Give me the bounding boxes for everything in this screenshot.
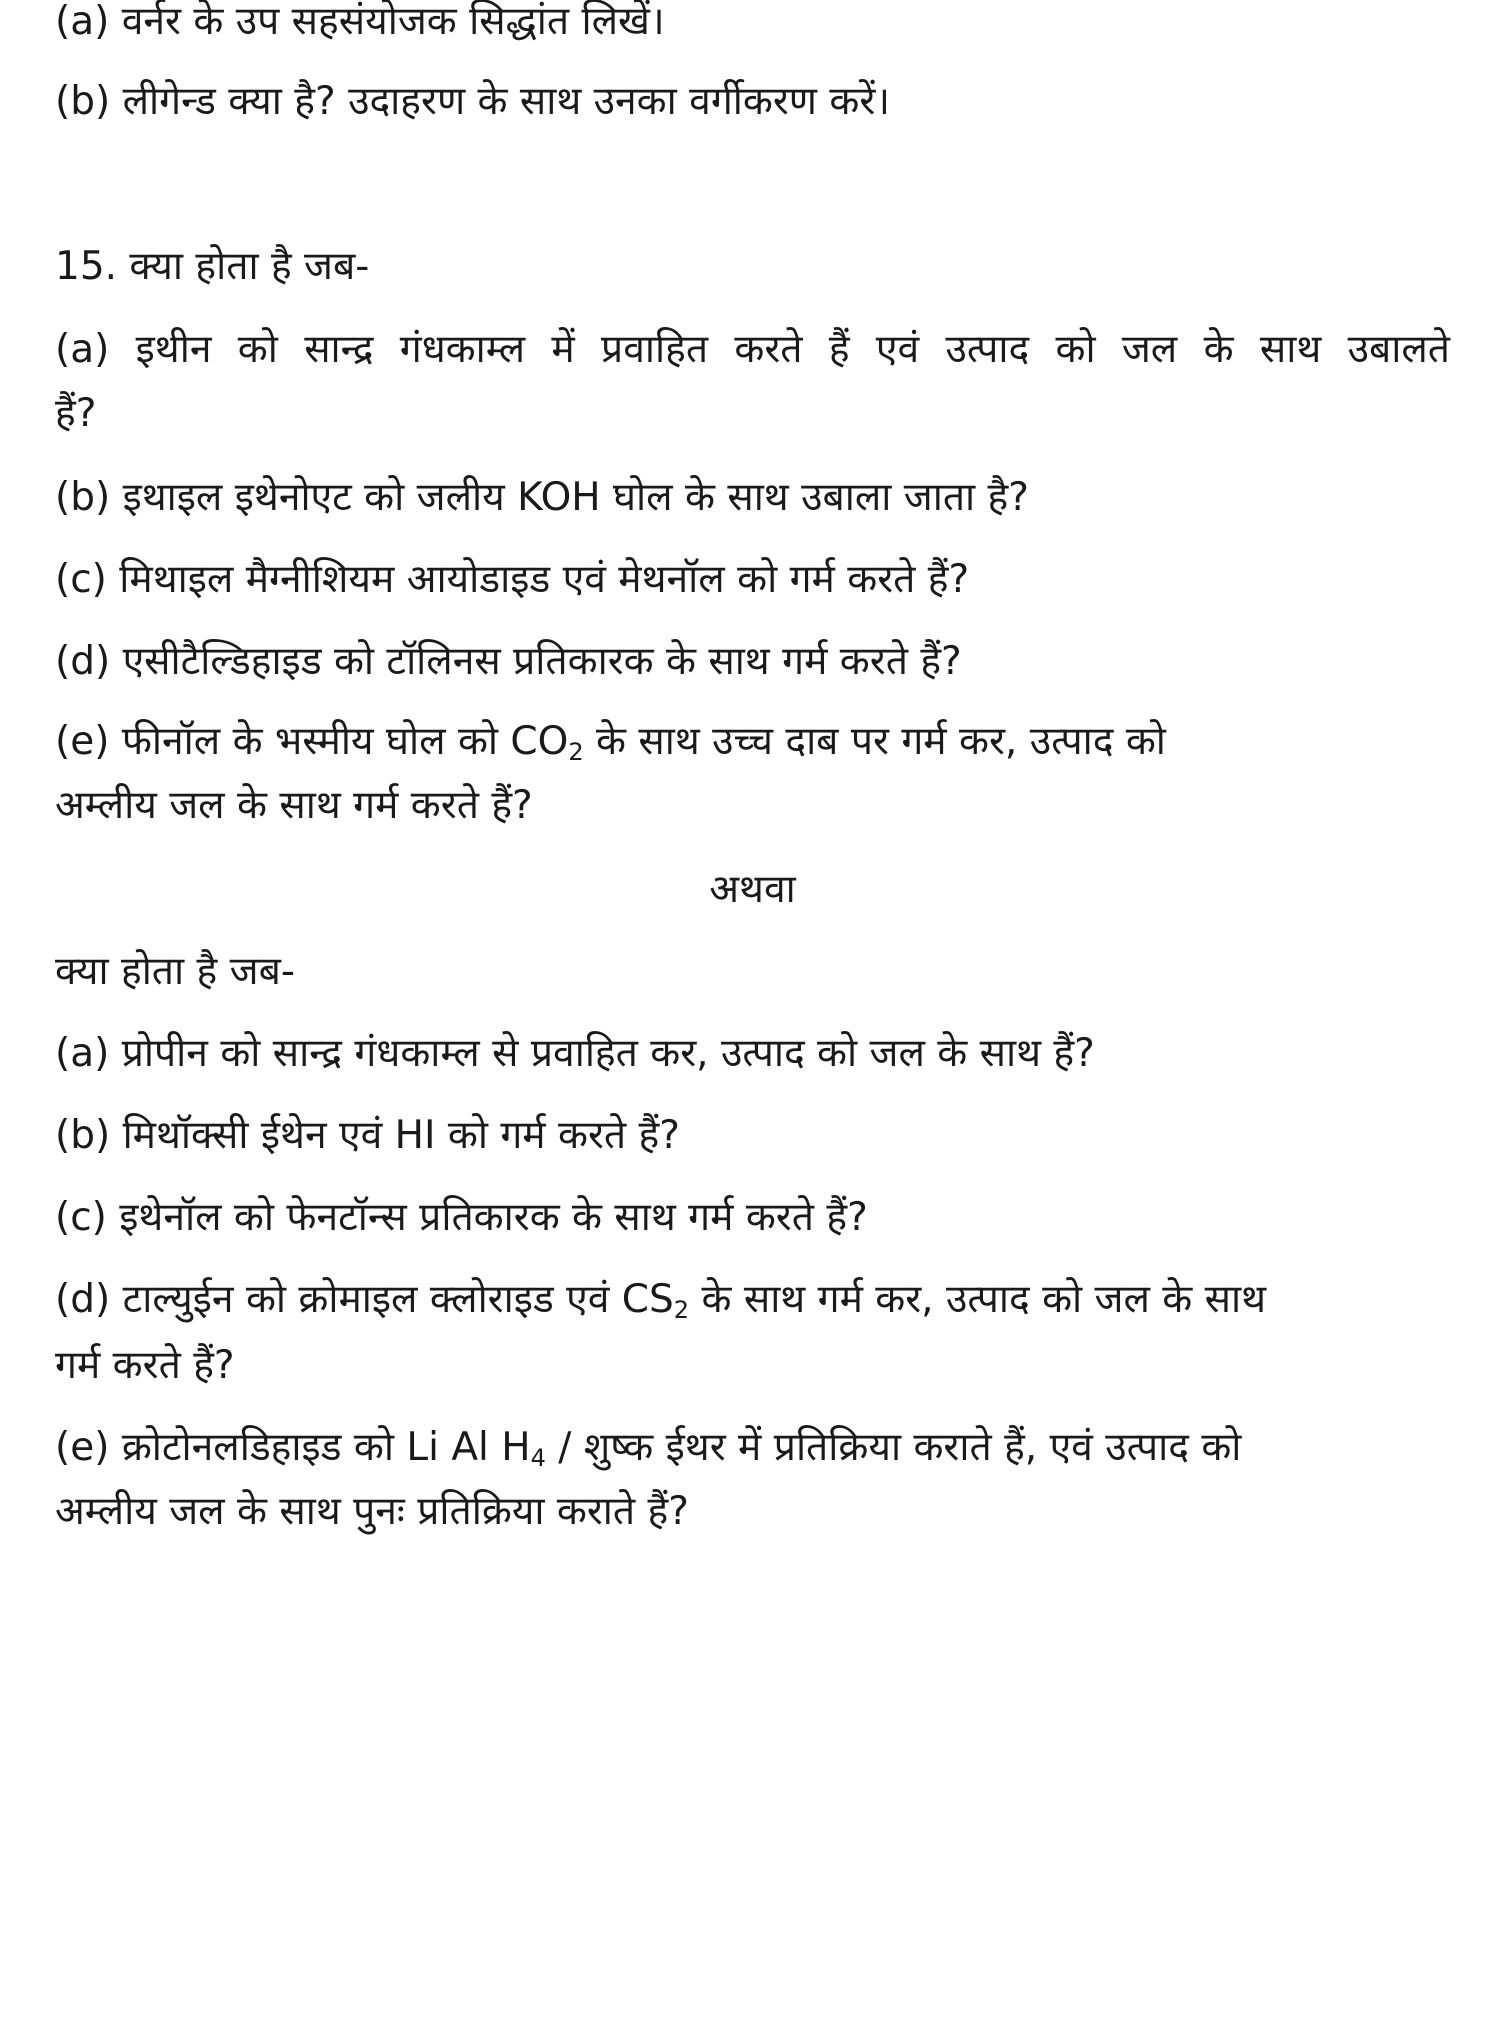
alt-part-d-subscript: 2 [673,1296,690,1324]
alt-part-e-text-pre: (e) क्रोटोनलडिहाइड को Li Al H [55,1425,531,1470]
q15-part-e-text-pre: (e) फीनॉल के भस्मीय घोल को CO [55,719,569,764]
alt-part-e-line2: अम्लीय जल के साथ पुनः प्रतिक्रिया कराते हैं? [55,1489,689,1534]
alt-part-e-subscript: 4 [530,1444,546,1472]
alt-part-d-text-pre: (d) टाल्युईन को क्रोमाइल क्लोराइड एवं CS [55,1277,674,1322]
q15-part-e-subscript: 2 [568,738,584,766]
alt-part-e-line1 [55,1416,1450,1480]
q15-part-d: (d) एसीटैल्डिहाइड को टॉलिनस प्रतिकारक के साथ गर्म करते हैं? [55,639,962,684]
q15-part-e-line1 [55,710,1450,774]
alt-part-e-text-post: / शुष्क ईथर में प्रतिक्रिया कराते हैं, एवं उत्पाद को [545,1425,1242,1470]
alt-part-a: (a) प्रोपीन को सान्द्र गंधकाम्ल से प्रवाहित कर, उत्पाद को जल के साथ हैं? [55,1031,1095,1076]
alt-part-d-line2: गर्म करते हैं? [55,1343,235,1388]
alt-part-c: (c) इथेनॉल को फेनटॉन्स प्रतिकारक के साथ गर्म करते हैं? [55,1195,868,1240]
q15-part-a-line1: (a) इथीन को सान्द्र गंधकाम्ल में प्रवाहित करते हैं एवं उत्पाद को जल के साथ उबालते [55,327,1450,372]
q14-part-b: (b) लीगेन्ड क्या है? उदाहरण के साथ उनका वर्गीकरण करें। [55,79,891,124]
alt-heading: क्या होता है जब- [55,949,295,994]
q15-part-b: (b) इथाइल इथेनोएट को जलीय KOH घोल के साथ उबाला जाता है? [55,475,1029,520]
q14-part-a: (a) वर्नर के उप सहसंयोजक सिद्धांत लिखें। [55,0,665,44]
q15-part-a-line2: हैं? [55,391,97,436]
q15-part-e-line2: अम्लीय जल के साथ गर्म करते हैं? [55,783,533,828]
q15-part-e-text-post: के साथ उच्च दाब पर गर्म कर, उत्पाद को [583,719,1166,764]
alt-part-d-text-post: के साथ गर्म कर, उत्पाद को जल के साथ [689,1277,1267,1322]
or-divider-label: अथवा [709,867,796,912]
q15-heading: 15. क्या होता है जब- [55,244,370,289]
q15-part-c: (c) मिथाइल मैग्नीशियम आयोडाइड एवं मेथनॉल को गर्म करते हैं? [55,557,970,602]
alt-part-b: (b) मिथॉक्सी ईथेन एवं HI को गर्म करते हैं? [55,1113,680,1158]
alt-part-d-line1 [55,1268,1450,1332]
